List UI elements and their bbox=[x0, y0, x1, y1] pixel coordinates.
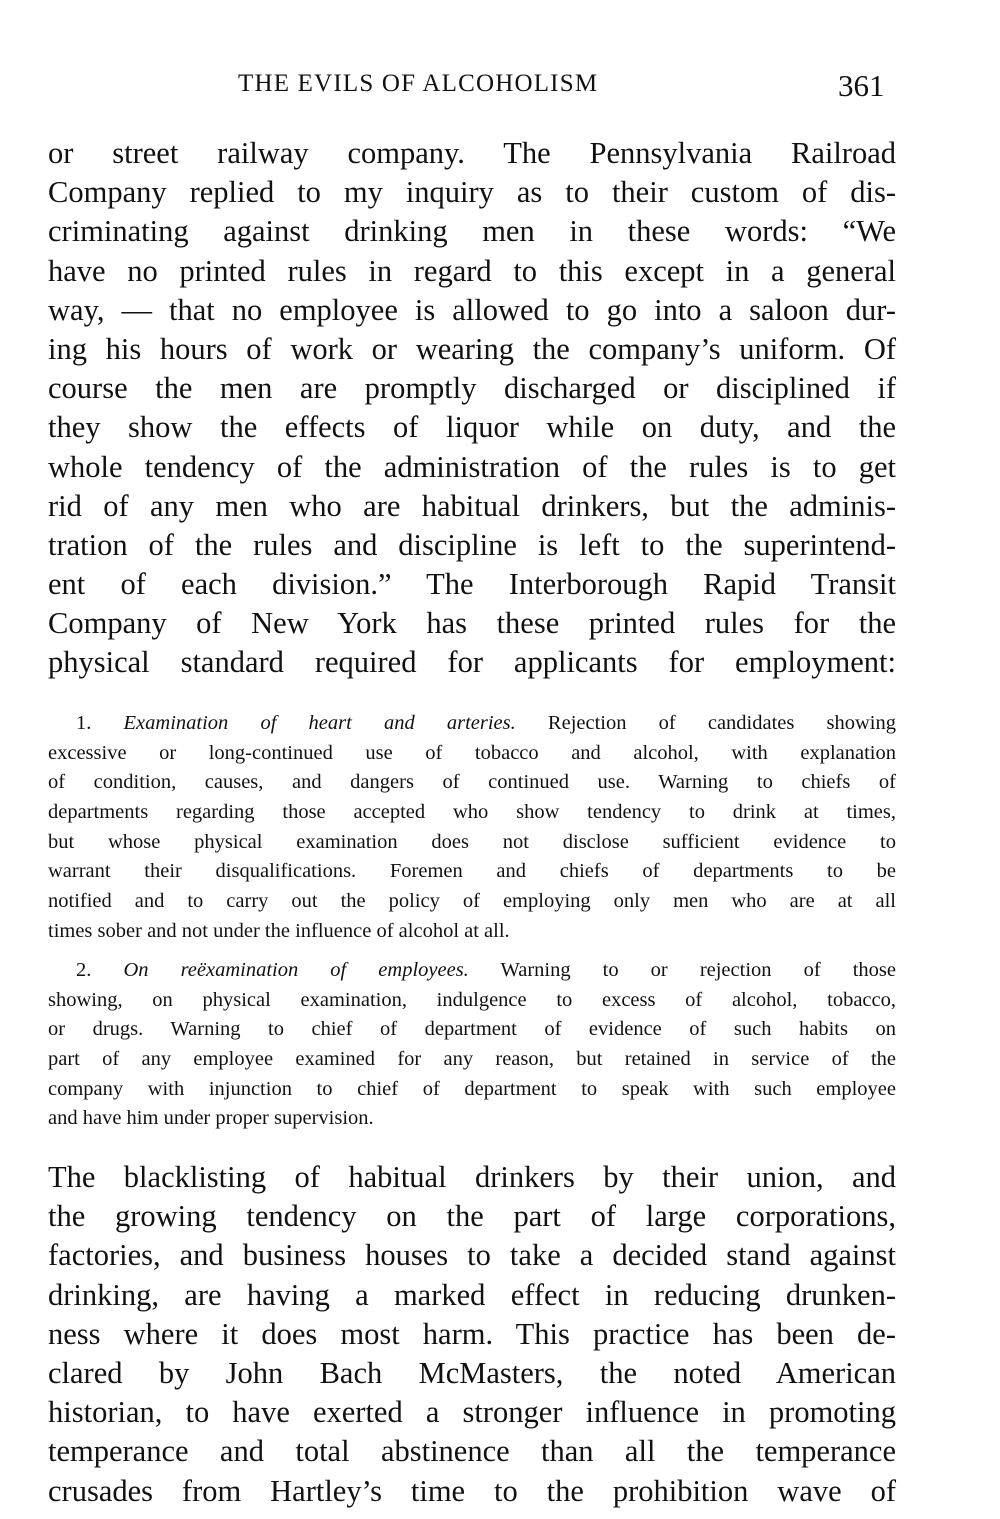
paragraph-1 bbox=[48, 134, 896, 683]
text-line: of condition, causes, and dangers of continued use. Warning to chiefs of bbox=[48, 771, 896, 794]
text-line: company with injunction to chief of department to speak with such employee bbox=[48, 1077, 896, 1100]
text-line: Company replied to my inquiry as to their custom of dis- bbox=[48, 175, 896, 210]
text-line: or street railway company. The Pennsylvania Railroad bbox=[48, 136, 896, 170]
text-line: the growing tendency on the part of large corporations, bbox=[48, 1199, 896, 1234]
text-line: have no printed rules in regard to this except in a general bbox=[48, 253, 896, 288]
text-line: tration of the rules and discipline is left to the superintend- bbox=[48, 527, 896, 562]
text-line: showing, on physical examination, indulgence to excess of alcohol, tobacco, bbox=[48, 988, 896, 1011]
text-line: or drugs. Warning to chief of department of evidence of such habits on bbox=[48, 1018, 896, 1041]
text-line: crusades from Hartley’s time to the prohibition wave of bbox=[48, 1473, 896, 1508]
text-line: ent of each division.” The Interborough Rapid Transit bbox=[48, 567, 896, 602]
text-line: part of any employee examined for any reason, but retained in service of the bbox=[48, 1048, 896, 1071]
text-line: but whose physical examination does not disclose sufficient evidence to bbox=[48, 830, 896, 853]
rule-1 bbox=[48, 709, 896, 947]
text-line: The blacklisting of habitual drinkers by their union, and bbox=[48, 1160, 896, 1194]
text-line: ness where it does most harm. This practice has been de- bbox=[48, 1316, 896, 1351]
text-line: they show the effects of liquor while on duty, and the bbox=[48, 410, 896, 445]
text-line: notified and to carry out the policy of employing only men who are at all bbox=[48, 890, 896, 913]
text-line: and have him under proper supervision. bbox=[48, 1107, 374, 1130]
text-line: whole tendency of the administration of the rules is to get bbox=[48, 449, 896, 484]
text-line: times sober and not under the influence of alcohol at all. bbox=[48, 919, 510, 942]
text-line: clared by John Bach McMasters, the noted American bbox=[48, 1355, 896, 1390]
paragraph-2 bbox=[48, 1158, 896, 1511]
text-line: temperance and total abstinence than all the temperance bbox=[48, 1434, 896, 1469]
text-line: rid of any men who are habitual drinkers, but the adminis- bbox=[48, 488, 896, 523]
text-line: factories, and business houses to take a decided stand against bbox=[48, 1238, 896, 1273]
text-line: historian, to have exerted a stronger influence in promoting bbox=[48, 1395, 896, 1430]
rule-1-number: 1. bbox=[76, 712, 92, 734]
rule-2-number: 2. bbox=[76, 959, 92, 981]
rule-1-first-line bbox=[48, 709, 896, 739]
text-line: criminating against drinking men in these words: “We bbox=[48, 214, 896, 249]
text-line: way, — that no employee is allowed to go into a saloon dur- bbox=[48, 292, 896, 327]
running-title: THE EVILS OF ALCOHOLISM bbox=[238, 70, 599, 97]
text-line: warrant their disqualifications. Foremen and chiefs of departments to be bbox=[48, 860, 896, 883]
page-header bbox=[0, 68, 1000, 108]
rule-2-first-line-text: Warning to or rejection of those bbox=[500, 959, 897, 981]
rule-2-heading: On reëxamination of employees. bbox=[123, 959, 469, 981]
text-line: drinking, are having a marked effect in reducing drunken- bbox=[48, 1277, 896, 1312]
page-number: 361 bbox=[838, 68, 885, 103]
text-line: ing his hours of work or wearing the company’s uniform. Of bbox=[48, 331, 896, 366]
text-line: course the men are promptly discharged or disciplined if bbox=[48, 371, 896, 406]
rule-2 bbox=[48, 956, 896, 1134]
text-line: Company of New York has these printed rules for the bbox=[48, 606, 896, 641]
text-line: excessive or long-continued use of tobacco and alcohol, with explanation bbox=[48, 741, 896, 764]
text-line: departments regarding those accepted who show tendency to drink at times, bbox=[48, 801, 896, 824]
rule-2-first-line bbox=[48, 956, 896, 986]
text-line: physical standard required for applicants for employment: bbox=[48, 645, 896, 680]
rule-1-heading: Examination of heart and arteries. bbox=[123, 712, 516, 734]
rule-1-first-line-text: Rejection of candidates showing bbox=[547, 712, 896, 734]
